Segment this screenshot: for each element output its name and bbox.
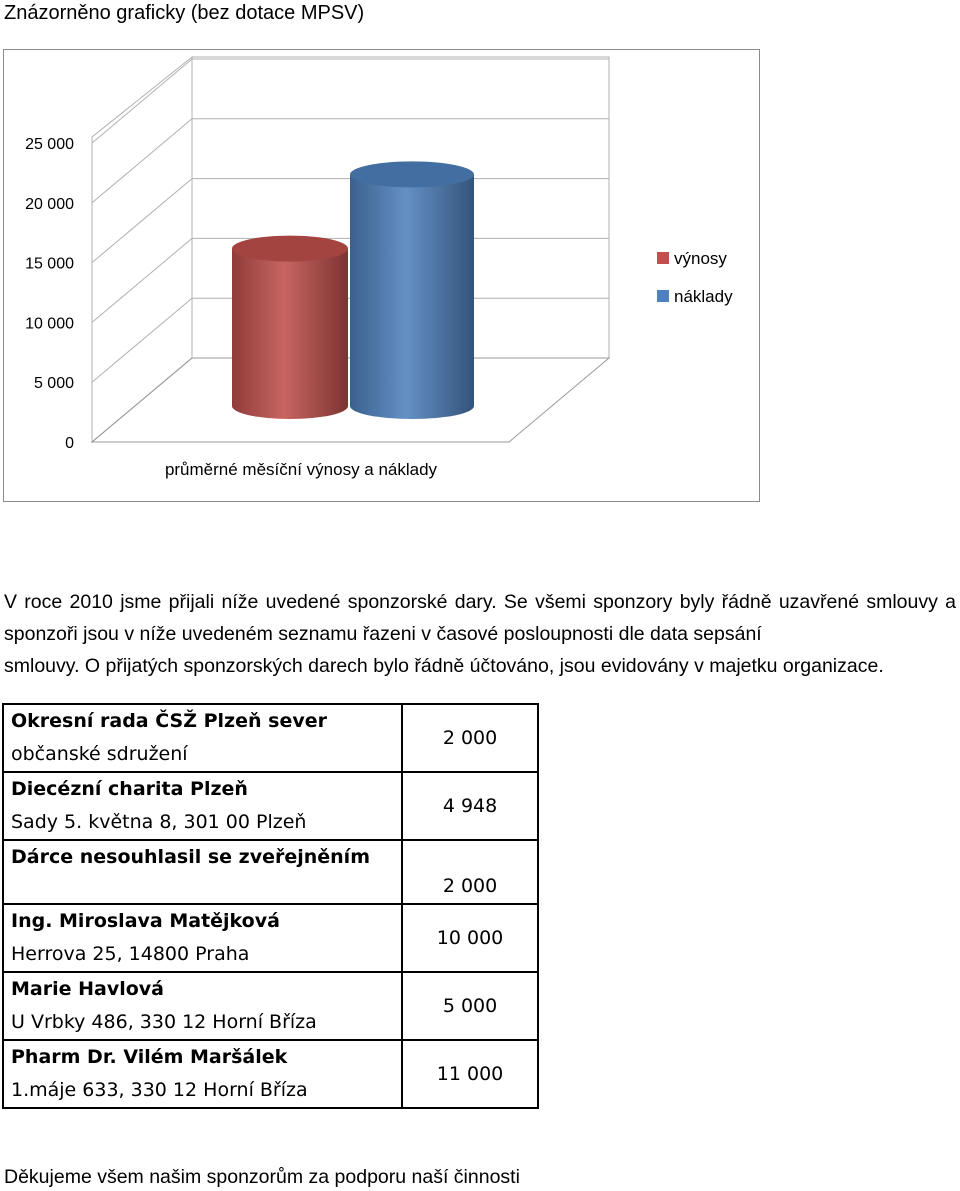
thank-you-note: Děkujeme všem našim sponzorům za podporu naší činnosti [4, 1166, 520, 1188]
table-row [3, 1040, 538, 1108]
sponsor-cell [3, 840, 402, 904]
bar-náklady-top [350, 161, 474, 187]
chart-frame [3, 49, 760, 502]
paragraph-last-line: smlouvy. O přijatých sponzorských darech bylo řádně účtováno, jsou evidovány v majetku organizace. [4, 655, 884, 677]
legend-swatch [657, 290, 669, 302]
sponsor-cell [3, 772, 402, 840]
sponsor-detail: Sady 5. května 8, 301 00 Plzeň [11, 811, 307, 833]
y-tick-label: 15 000 [25, 255, 74, 273]
bar-výnosy-top [232, 236, 348, 262]
paragraph-main: V roce 2010 jsme přijali níže uvedené sponzorské dary. Se všemi sponzory byly řádně uzavřené smlouvy a sponzoři jsou v níže uvedeném seznamu řazeni v časové posloupnosti dle data sepsání [4, 591, 956, 645]
sponsor-detail: Herrova 25, 14800 Praha [11, 943, 250, 965]
sponsor-cell [3, 904, 402, 972]
sponsor-amount: 2 000 [402, 840, 538, 904]
sponsor-amount: 10 000 [402, 904, 538, 972]
sponsor-name: Diecézní charita Plzeň [11, 778, 248, 800]
sponsor-name: Marie Havlová [11, 978, 164, 1000]
sponsor-amount: 11 000 [402, 1040, 538, 1108]
page-heading: Znázorněno graficky (bez dotace MPSV) [4, 2, 365, 24]
sponsor-name: Pharm Dr. Vilém Maršálek [11, 1046, 288, 1068]
sponsor-name: Ing. Miroslava Matějková [11, 910, 280, 932]
sponsors-table [2, 703, 539, 1109]
sponsor-amount: 2 000 [402, 704, 538, 772]
gridline-side [92, 119, 192, 203]
table-row [3, 772, 538, 840]
legend-label: náklady [674, 287, 733, 306]
legend-swatch [657, 252, 669, 264]
x-axis-label: průměrné měsíční výnosy a náklady [164, 460, 438, 479]
y-tick-label: 5 000 [33, 375, 74, 393]
table-row [3, 840, 538, 904]
y-tick-label: 20 000 [25, 195, 74, 213]
sponsorship-paragraph [4, 586, 956, 682]
sponsor-amount: 5 000 [402, 972, 538, 1040]
sponsor-cell [3, 704, 402, 772]
bar-náklady-body [350, 174, 474, 419]
revenue-cost-chart [4, 50, 761, 503]
sponsor-detail: U Vrbky 486, 330 12 Horní Bříza [11, 1011, 317, 1033]
legend-label: výnosy [674, 249, 727, 268]
gridline-side [92, 179, 192, 263]
table-row [3, 972, 538, 1040]
gridline-side [92, 298, 192, 382]
sponsor-name: Dárce nesouhlasil se zveřejněním [11, 846, 370, 868]
table-row [3, 704, 538, 772]
sponsor-cell [3, 972, 402, 1040]
sponsor-name: Okresní rada ČSŽ Plzeň sever [11, 710, 327, 732]
gridline-side [92, 59, 192, 143]
sponsor-amount: 4 948 [402, 772, 538, 840]
table-row [3, 904, 538, 972]
y-tick-label: 25 000 [25, 136, 74, 153]
gridline-side [92, 238, 192, 322]
bar-výnosy-body [232, 249, 348, 419]
y-tick-label: 10 000 [25, 315, 74, 333]
sponsor-cell [3, 1040, 402, 1108]
sponsor-detail: 1.máje 633, 330 12 Horní Bříza [11, 1079, 308, 1101]
y-tick-label: 0 [65, 435, 74, 452]
sponsor-detail: občanské sdružení [11, 743, 188, 765]
